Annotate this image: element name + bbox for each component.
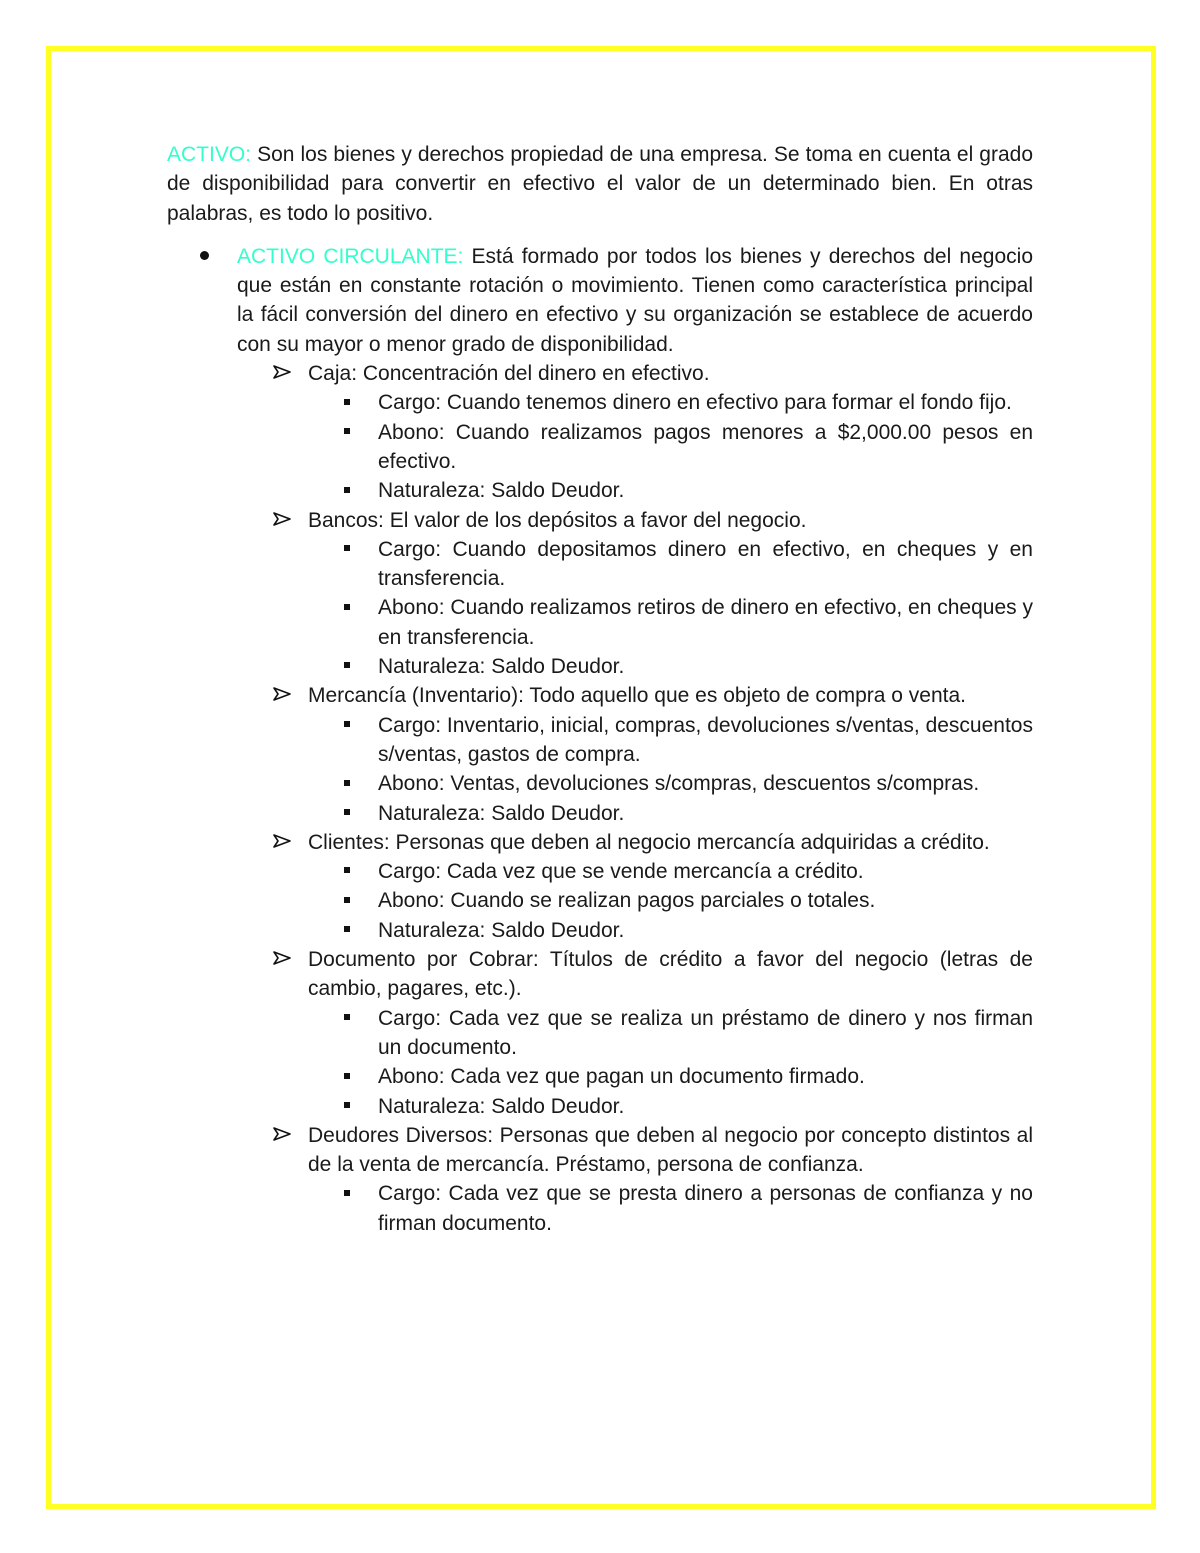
account-detail-text: Naturaleza: Saldo Deudor. bbox=[378, 1094, 625, 1118]
account-detail-item bbox=[167, 1004, 1033, 1063]
square-bullet-icon bbox=[344, 1179, 350, 1208]
arrow-bullet-icon bbox=[273, 681, 291, 710]
activo-circulante-item bbox=[167, 242, 1033, 359]
account-detail-text: Cargo: Inventario, inicial, compras, devoluciones s/ventas, descuentos s/ventas, gastos de compra. bbox=[378, 713, 1033, 766]
account-detail-item bbox=[167, 857, 1033, 886]
account-detail-text: Cargo: Cuando tenemos dinero en efectivo para formar el fondo fijo. bbox=[378, 391, 1012, 415]
account-title: Caja: Concentración del dinero en efectivo. bbox=[308, 362, 710, 386]
bullet-dot-icon bbox=[200, 242, 209, 271]
account-item bbox=[167, 681, 1033, 710]
account-detail-text: Cargo: Cada vez que se presta dinero a personas de confianza y no firman documento. bbox=[378, 1182, 1033, 1235]
account-detail-item bbox=[167, 535, 1033, 594]
account-item bbox=[167, 1121, 1033, 1180]
account-item bbox=[167, 359, 1033, 388]
square-bullet-icon bbox=[344, 1062, 350, 1091]
arrow-bullet-icon bbox=[273, 828, 291, 857]
account-title: Clientes: Personas que deben al negocio mercancía adquiridas a crédito. bbox=[308, 830, 990, 854]
account-title: Documento por Cobrar: Títulos de crédito a favor del negocio (letras de cambio, pagares, etc.). bbox=[308, 948, 1033, 1001]
square-bullet-icon bbox=[344, 857, 350, 886]
square-bullet-icon bbox=[344, 418, 350, 447]
account-detail-item bbox=[167, 388, 1033, 417]
accounts-list bbox=[167, 359, 1033, 1238]
account-detail-text: Abono: Ventas, devoluciones s/compras, descuentos s/compras. bbox=[378, 772, 980, 796]
account-detail-text: Naturaleza: Saldo Deudor. bbox=[378, 918, 625, 942]
account-item bbox=[167, 506, 1033, 535]
square-bullet-icon bbox=[344, 388, 350, 417]
account-detail-text: Naturaleza: Saldo Deudor. bbox=[378, 479, 625, 503]
square-bullet-icon bbox=[344, 1004, 350, 1033]
arrow-bullet-icon bbox=[273, 359, 291, 388]
square-bullet-icon bbox=[344, 769, 350, 798]
account-item bbox=[167, 945, 1033, 1004]
account-title: Bancos: El valor de los depósitos a favor del negocio. bbox=[308, 508, 807, 532]
account-detail-item bbox=[167, 1092, 1033, 1121]
account-detail-item bbox=[167, 769, 1033, 798]
account-detail-item bbox=[167, 916, 1033, 945]
account-detail-text: Abono: Cada vez que pagan un documento firmado. bbox=[378, 1065, 865, 1089]
account-detail-item bbox=[167, 593, 1033, 652]
arrow-bullet-icon bbox=[273, 1121, 291, 1150]
account-detail-text: Abono: Cuando realizamos retiros de dinero en efectivo, en cheques y en transferencia. bbox=[378, 596, 1033, 649]
square-bullet-icon bbox=[344, 799, 350, 828]
account-detail-item bbox=[167, 476, 1033, 505]
account-detail-item bbox=[167, 652, 1033, 681]
account-detail-text: Abono: Cuando se realizan pagos parciales o totales. bbox=[378, 889, 876, 913]
square-bullet-icon bbox=[344, 652, 350, 681]
square-bullet-icon bbox=[344, 476, 350, 505]
account-detail-text: Naturaleza: Saldo Deudor. bbox=[378, 801, 625, 825]
account-detail-item bbox=[167, 418, 1033, 477]
account-detail-item bbox=[167, 1062, 1033, 1091]
account-detail-text: Cargo: Cada vez que se realiza un préstamo de dinero y nos firman un documento. bbox=[378, 1006, 1033, 1059]
circulante-paragraph bbox=[237, 242, 1033, 359]
arrow-bullet-icon bbox=[273, 506, 291, 535]
account-title: Mercancía (Inventario): Todo aquello que es objeto de compra o venta. bbox=[308, 684, 967, 708]
square-bullet-icon bbox=[344, 593, 350, 622]
document-body bbox=[167, 140, 1033, 1238]
circulante-definition: Está formado por todos los bienes y derechos del negocio que están en constante rotación o movimiento. Tienen como característica principal la fácil conversión del dinero en efectivo y su organización se establece de acuerdo con su mayor o menor grado de disponibilidad. bbox=[237, 244, 1033, 356]
account-title: Deudores Diversos: Personas que deben al negocio por concepto distintos al de la venta de mercancía. Préstamo, persona de confianza. bbox=[308, 1123, 1033, 1177]
square-bullet-icon bbox=[344, 711, 350, 740]
account-detail-item bbox=[167, 1179, 1033, 1238]
account-detail-text: Abono: Cuando realizamos pagos menores a $2,000.00 pesos en efectivo. bbox=[378, 420, 1033, 473]
circulante-term: ACTIVO CIRCULANTE: bbox=[237, 244, 464, 268]
account-item bbox=[167, 828, 1033, 857]
account-detail-text: Naturaleza: Saldo Deudor. bbox=[378, 655, 625, 679]
account-detail-item bbox=[167, 799, 1033, 828]
intro-paragraph bbox=[167, 140, 1033, 228]
square-bullet-icon bbox=[344, 1092, 350, 1121]
account-detail-item bbox=[167, 886, 1033, 915]
activo-definition: Son los bienes y derechos propiedad de una empresa. Se toma en cuenta el grado de disponibilidad para convertir en efectivo el valor de un determinado bien. En otras palabras, es todo lo positivo. bbox=[167, 143, 1033, 225]
account-detail-text: Cargo: Cada vez que se vende mercancía a crédito. bbox=[378, 860, 864, 884]
square-bullet-icon bbox=[344, 535, 350, 564]
square-bullet-icon bbox=[344, 886, 350, 915]
arrow-bullet-icon bbox=[273, 945, 291, 974]
square-bullet-icon bbox=[344, 916, 350, 945]
account-detail-text: Cargo: Cuando depositamos dinero en efectivo, en cheques y en transferencia. bbox=[378, 537, 1033, 591]
activo-term: ACTIVO: bbox=[167, 143, 252, 166]
account-detail-item bbox=[167, 711, 1033, 770]
